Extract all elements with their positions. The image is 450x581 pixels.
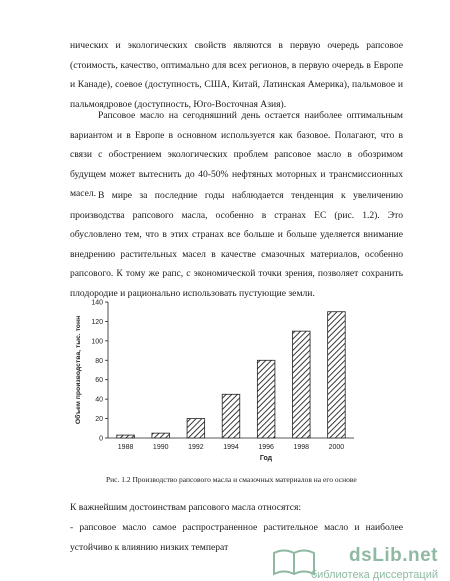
x-axis-label: Год: [259, 455, 273, 462]
y-tick-label: 0: [99, 435, 103, 443]
y-tick-label: 100: [91, 338, 103, 346]
x-tick-label: 1994: [223, 444, 239, 451]
paragraph-4: К важнейшим достоинствам рапсового масла относятся:: [70, 502, 302, 513]
book-icon: [272, 547, 316, 577]
y-tick-label: 20: [95, 416, 103, 424]
x-tick-label: 1988: [117, 444, 134, 451]
paragraph-2: Рапсовое масло на сегодняшний день остается наиболее оптимальным вариантом и в Европе в основном используется как базовое. Полагают, что в связи с обострением экологических проблем рапсовое масло в обозримом будущем может вытеснить до 40-50% нефтяных моторных и трансмиссионных масел.: [70, 110, 403, 200]
paragraph-3: В мире за последние годы наблюдается тенденция к увеличению производства рапсового масла, особенно в странах ЕС (рис. 1.2). Это обусловлено тем, что в этих странах все больше и больше уделяется внимание внедрению растительных масел в качестве смазочных материалов, особенно рапсового. К тому же рапс, с экономической точки зрения, позволяет сохранить плодородие и рационально использовать пустующие земли.: [70, 190, 403, 299]
watermark-logo[interactable]: dsLib.net: [349, 545, 438, 566]
figure-caption: Рис. 1.2 Производство рапсового масла и смазочных материалов на его основе: [106, 475, 357, 484]
bar-2000: [328, 312, 346, 438]
x-tick-label: 1996: [258, 444, 274, 451]
x-tick-label: 2000: [328, 444, 345, 451]
y-axis-label: Объем производства, тыс. тонн: [75, 315, 82, 425]
bar-1990: [152, 433, 170, 438]
y-tick-label: 140: [91, 299, 103, 307]
bar-1998: [293, 331, 311, 438]
chart-bars: [117, 312, 345, 438]
watermark-subtitle: библиотека диссертаций: [310, 569, 438, 581]
y-tick-label: 60: [95, 377, 103, 385]
x-tick-label: 1992: [188, 444, 204, 451]
x-tick-label: 1998: [293, 444, 310, 451]
bar-1992: [187, 419, 205, 438]
y-tick-label: 40: [95, 396, 103, 404]
y-tick-label: 80: [95, 357, 103, 365]
bar-1994: [222, 394, 240, 438]
x-tick-label: 1990: [152, 444, 169, 451]
bar-1996: [257, 360, 275, 438]
production-bar-chart: [60, 294, 370, 469]
paragraph-1: нических и экологических свойств являются в первую очередь рапсовое (стоимость, качество, оптимально для всех регионов, в первую очередь в Европе и Канаде), соевое (доступность, США, Китай, Латинская Америка), пальмовое и пальмоядровое (доступность, Юго-Восточная Азия).: [70, 40, 403, 110]
y-tick-label: 120: [91, 318, 103, 326]
paragraph-5: - рапсовое масло самое распространенное растительное масло и наиболее устойчиво к влиянию низких температ: [70, 522, 403, 553]
bar-1988: [117, 435, 135, 438]
